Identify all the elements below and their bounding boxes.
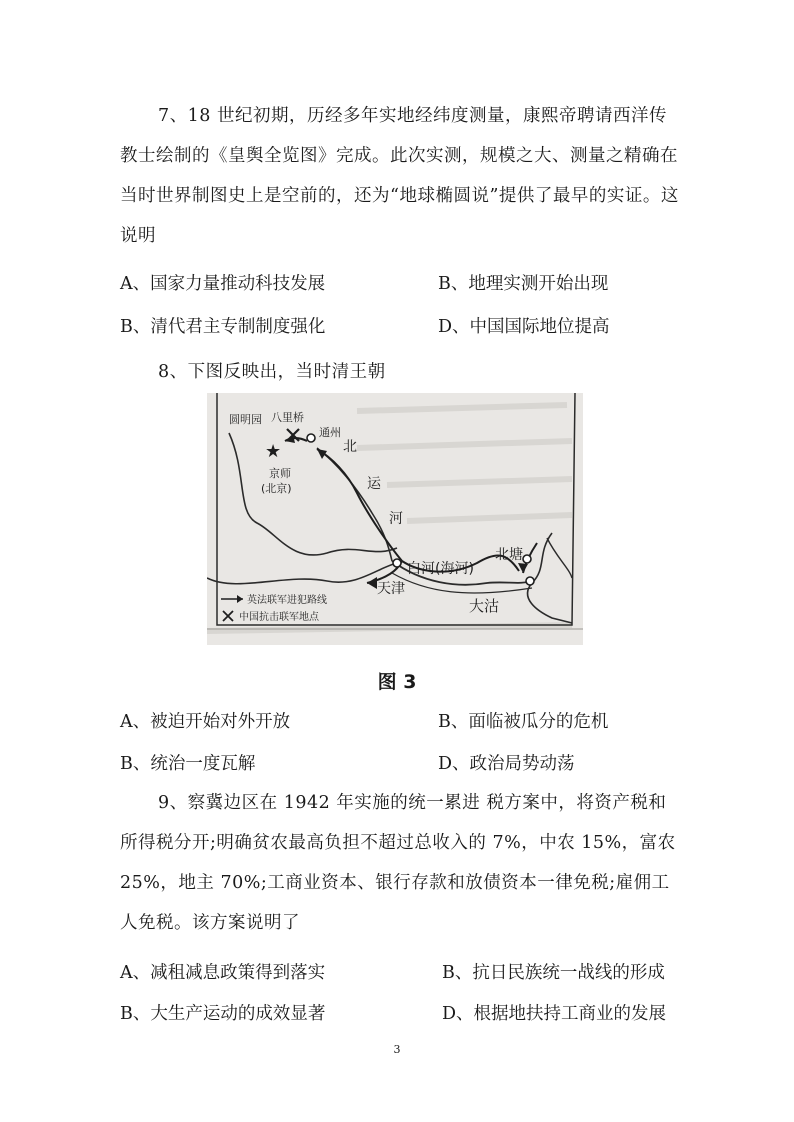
q7-option[interactable]: B、地理实测开始出现 [438, 274, 609, 294]
q7-options-row-2 [120, 313, 690, 343]
q7-option[interactable]: A、国家力量推动科技发展 [120, 274, 326, 294]
q8-option[interactable]: B、统治一度瓦解 [120, 754, 256, 774]
map-legend [221, 593, 327, 623]
q9-option[interactable]: B、大生产运动的成效显著 [120, 1004, 326, 1024]
q9-stem: 9、察冀边区在 1942 年实施的统一累进 税方案中，将资产税和所得税分开;明确贫农最高负担不超过总收入的 7%，中农 15%，富农 25%，地主 70%;工商业资本、银行存款和放债资本一律免税;雇佣工人免税。该方案说明了 [120, 793, 676, 933]
q9-options-row-1 [120, 959, 690, 989]
label-tongzhou: 通州 [319, 426, 341, 439]
river-outline-south [207, 563, 397, 584]
label-tianjin: 天津 [377, 581, 405, 597]
label-baliqiao: 八里桥 [271, 411, 304, 424]
q9-option[interactable]: B、抗日民族统一战线的形成 [442, 963, 665, 983]
q8-stem: 8、下图反映出，当时清王朝 [158, 362, 386, 382]
map-svg [207, 393, 583, 645]
label-beitang: 北塘 [495, 547, 523, 563]
label-dagu: 大沽 [469, 597, 500, 615]
legend-battle-label: 中国抗击联军地点 [239, 612, 319, 623]
tongzhou-town [307, 434, 315, 442]
q9-option[interactable]: A、减租减息政策得到落实 [120, 963, 326, 983]
legend-battle-icon [223, 611, 233, 621]
q8-options-row-2 [120, 750, 690, 780]
q8-option[interactable]: B、面临被瓜分的危机 [438, 712, 609, 732]
q7-stem: 7、18 世纪初期，历经多年实地经纬度测量，康熙帝聘请西洋传教士绘制的《皇舆全览图》完成。此次实测，规模之大、测量之精确在当时世界制图史上是空前的，还为“地球椭圆说”提供了最早的实证。这说明 [120, 106, 679, 246]
figure-caption: 图 3 [377, 671, 417, 693]
legend-route-arrow-icon [237, 595, 243, 603]
label-beijing: (北京) [261, 482, 292, 495]
page-number: 3 [393, 1043, 401, 1056]
label-canal-3: 河 [389, 511, 403, 527]
label-yuanmingyuan: 圆明园 [229, 413, 262, 426]
q7-option[interactable]: D、中国国际地位提高 [438, 317, 610, 337]
beitang-town [523, 555, 531, 563]
label-baihe: 白河(海河) [407, 561, 474, 577]
capital-star-icon: ★ [265, 441, 282, 462]
grand-canal [317, 448, 392, 561]
legend-route-label: 英法联军进犯路线 [247, 595, 327, 606]
q7-options-row-1 [120, 270, 690, 300]
label-canal-1: 北 [343, 439, 357, 455]
q9-option[interactable]: D、根据地扶持工商业的发展 [442, 1004, 667, 1024]
label-jingshi: 京师 [269, 467, 291, 480]
q7-option[interactable]: B、清代君主专制制度强化 [120, 317, 326, 337]
q8-option[interactable]: A、被迫开始对外开放 [120, 712, 291, 732]
dagu-town [526, 577, 534, 585]
label-canal-2: 运 [367, 476, 381, 492]
historical-map [207, 393, 583, 645]
river-outline-west [229, 433, 397, 555]
q8-option[interactable]: D、政治局势动荡 [438, 754, 575, 774]
q9-options-row-2 [120, 1000, 690, 1030]
q8-options-row-1 [120, 708, 690, 738]
tianjin-town [393, 559, 401, 567]
coastline-north [547, 538, 572, 578]
